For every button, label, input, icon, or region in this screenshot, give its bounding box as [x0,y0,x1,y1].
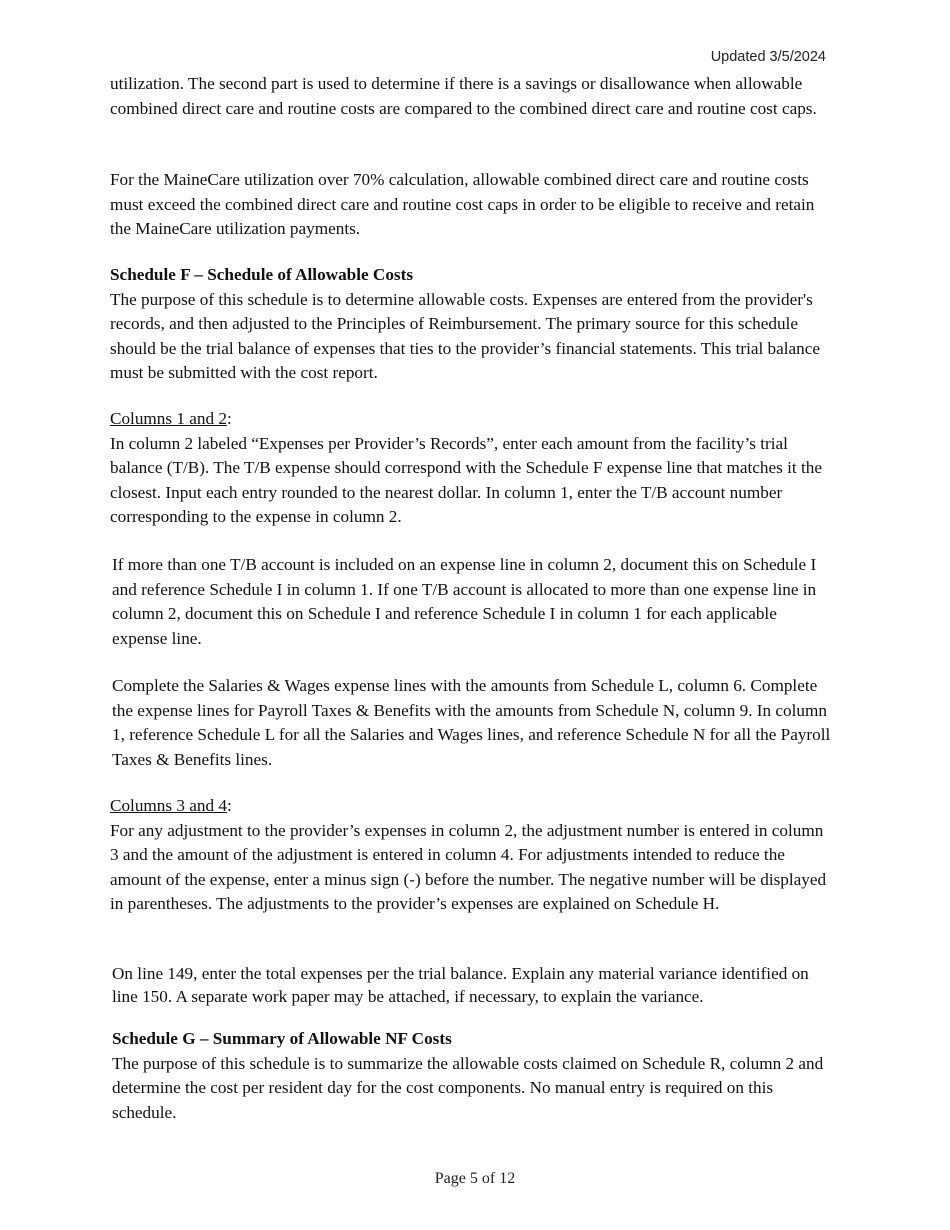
updated-date: Updated 3/5/2024 [710,49,826,65]
columns-1-2-description: In column 2 labeled “Expenses per Provider’s Records”, enter each amount from the facility’s trial balance (T/B). The T/B expense should correspond with the Schedule F expense line that matches it the closest. Input each entry rounded to the nearest dollar. In column 1, enter the T/B account number corresponding to the expense in column 2. [110,433,822,527]
schedule-f-heading: Schedule F – Schedule of Allowable Costs [110,265,414,284]
columns-3-4-heading: Columns 3 and 4: [110,796,232,815]
multiple-tb-paragraph: If more than one T/B account is included on an expense line in column 2, document this on Schedule I and reference Schedule I in column 1. If one T/B account is allocated to more than one expense line in column 2, document this on Schedule I and reference Schedule I in column 1 for each applicable expense line. [112,555,817,648]
intro-paragraph: utilization. The second part is used to determine if there is a savings or disallowance when allowable combined direct care and routine costs are compared to the combined direct care and routine cost caps. [110,74,817,118]
columns-1-2-section [110,407,830,530]
columns-1-2-heading: Columns 1 and 2: [110,409,232,428]
schedule-f-section [110,263,830,386]
utilization-paragraph: For the MaineCare utilization over 70% calculation, allowable combined direct care and routine costs must exceed the combined direct care and routine cost caps in order to be eligible to receive and retain the MaineCare utilization payments. [110,170,815,239]
columns-3-4-section [110,794,830,917]
columns-1-2-heading-text: Columns 1 and 2 [110,409,227,428]
line-149-paragraph: On line 149, enter the total expenses per the trial balance. Explain any material variance identified on line 150. A separate work paper may be attached, if necessary, to explain the variance. [112,964,809,1006]
columns-3-4-heading-text: Columns 3 and 4 [110,796,227,815]
columns-3-4-description: For any adjustment to the provider’s expenses in column 2, the adjustment number is entered in column 3 and the amount of the adjustment is entered in column 4. For adjustments intended to reduce the amount of the expense, enter a minus sign (-) before the number. The negative number will be displayed in parentheses. The adjustments to the provider’s expenses are explained on Schedule H. [110,820,827,914]
salaries-paragraph: Complete the Salaries & Wages expense lines with the amounts from Schedule L, column 6. Complete the expense lines for Payroll Taxes & Benefits with the amounts from Schedule N, column 9. In column 1, reference Schedule L for all the Salaries and Wages lines, and reference Schedule N for all the Payroll Taxes & Benefits lines. [112,676,831,769]
schedule-f-description: The purpose of this schedule is to determine allowable costs. Expenses are entered from the provider's records, and then adjusted to the Principles of Reimbursement. The primary source for this schedule should be the trial balance of expenses that ties to the provider’s financial statements. This trial balance must be submitted with the cost report. [110,289,821,383]
schedule-g-description: The purpose of this schedule is to summarize the allowable costs claimed on Schedule R, column 2 and determine the cost per resident day for the cost components. No manual entry is required on this schedule. [112,1053,824,1122]
schedule-g-section [112,1027,832,1125]
schedule-g-heading: Schedule G – Summary of Allowable NF Costs [112,1029,452,1048]
page-number: Page 5 of 12 [434,1170,516,1187]
